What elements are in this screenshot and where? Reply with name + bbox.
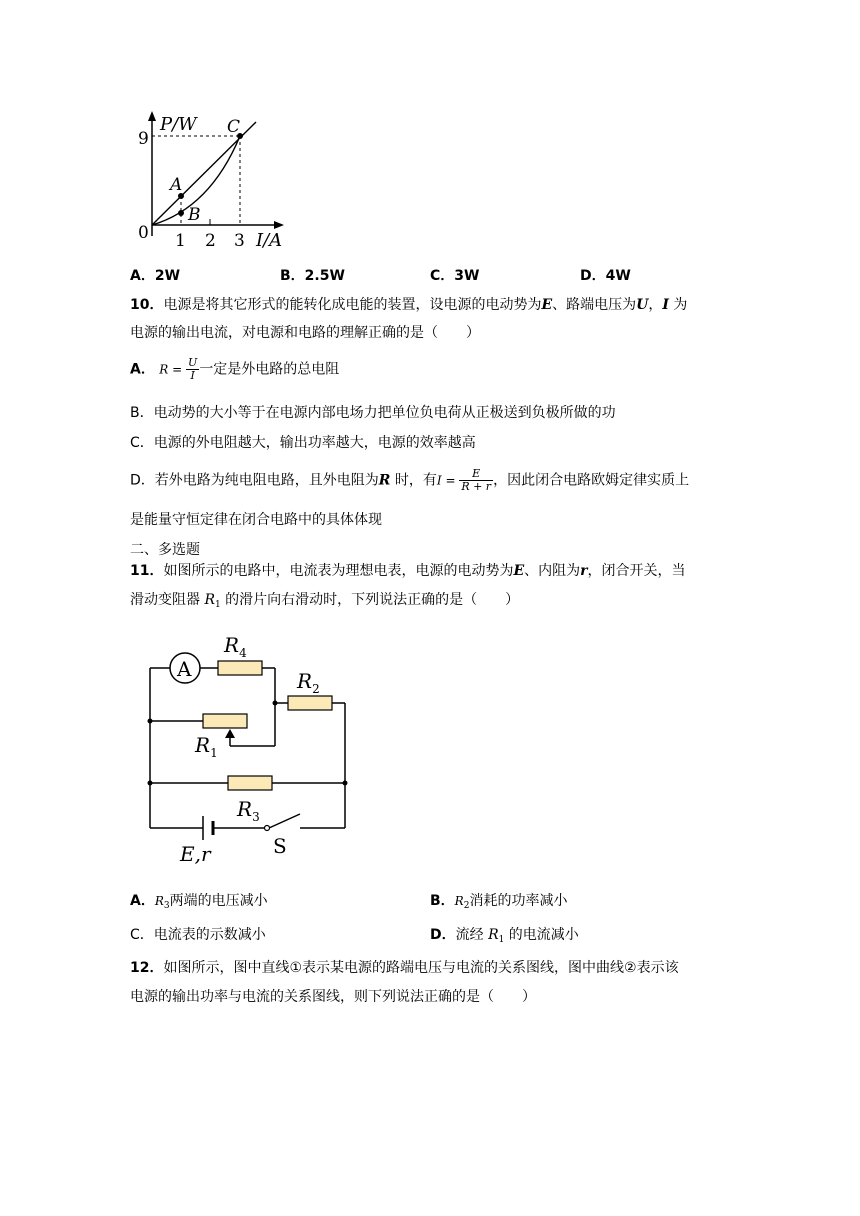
q10-option-a-lhs: R — [159, 362, 169, 377]
q10-option-a-letter: A． — [130, 361, 155, 378]
resistor-r2 — [288, 696, 332, 710]
label-r4: $R_4$ — [224, 633, 247, 660]
q10-number: 10． — [130, 297, 164, 313]
label-b: B — [188, 205, 201, 225]
q11-option-d-text: 的电流减小 — [504, 927, 579, 943]
x-axis-arrow — [274, 221, 284, 229]
label-r2: $R_2$ — [297, 669, 320, 696]
label-c: C — [227, 117, 241, 137]
q11-line2 — [130, 590, 519, 615]
ammeter-label: A — [177, 657, 192, 681]
q10-option-d-line2: 是能量守恒定律在闭合电路中的具体体现 — [130, 512, 382, 528]
q9-option-d-letter: D． — [580, 268, 606, 284]
label-source: E,r — [180, 842, 211, 866]
junction-dot — [148, 719, 153, 724]
q10-option-b: B．电动势的大小等于在电源内部电场力把单位负电荷从正极送到负极所做的功 — [130, 405, 616, 421]
junction-dot — [148, 781, 153, 786]
q11-var-r: r — [580, 563, 588, 579]
power-current-graph — [130, 108, 300, 253]
q10-line1-text: 电源是将其它形式的能转化成电能的装置，设电源的电动势为 — [163, 297, 542, 313]
label-r1: $R_1$ — [195, 733, 218, 760]
q10-option-d-num: E — [459, 468, 493, 481]
slider-arrow-icon — [225, 729, 235, 738]
q11-var-r1-sub: 1 — [215, 600, 221, 610]
q10-option-a-text: 一定是外电路的总电阻 — [199, 361, 340, 378]
q11-option-a-letter: A． — [130, 893, 155, 909]
x-axis-label: I/A — [256, 230, 283, 251]
q11-line2-b: 的滑片向右滑动时，下列说法正确的是（ ） — [220, 592, 520, 608]
label-switch: S — [273, 834, 287, 858]
q11-option-a-var: R — [154, 894, 164, 908]
q10-option-c: C．电源的外电阻越大，输出功率越大，电源的效率越高 — [130, 435, 476, 451]
q10-option-d-lhs: I — [436, 473, 442, 488]
q11-option-d-letter: D． — [430, 927, 456, 943]
q10-option-d-den: R + r — [461, 480, 492, 493]
q9-option-c-letter: C． — [430, 268, 455, 284]
q11-line2-a: 滑动变阻器 — [130, 592, 205, 608]
y-axis-arrow — [148, 111, 156, 121]
q11-line1-b: 、内阻为 — [524, 563, 581, 579]
q10-end1: 为 — [668, 297, 688, 313]
q11-option-b-var: R — [454, 894, 464, 908]
q10-var-i: I — [662, 297, 669, 313]
q10-option-d-mid: 时，有 — [390, 472, 437, 489]
q11-option-a-sub: 3 — [163, 901, 170, 911]
q10-comma: ， — [648, 297, 663, 313]
q12-line1 — [130, 958, 679, 978]
q11-option-a — [130, 891, 268, 916]
q11-option-b-sub: 2 — [463, 901, 470, 911]
q11-option-d-var: R — [488, 927, 499, 943]
origin-label: 0 — [138, 223, 149, 243]
label-a: A — [170, 175, 183, 195]
q10-option-d-var-r: R — [378, 472, 391, 489]
point-b — [178, 210, 184, 216]
q10-option-d-post: ，因此闭合电路欧姆定律实质上 — [493, 472, 690, 489]
q10-var-e: E — [541, 297, 553, 313]
q10-option-a-eq: = — [168, 362, 187, 377]
q10-option-a — [130, 357, 339, 382]
q10-option-d-fraction — [459, 468, 493, 493]
q9-option-a-letter: A． — [130, 268, 155, 284]
q9-option-c — [430, 266, 479, 286]
q11-line1-a: 如图所示的电路中，电流表为理想电表，电源的电动势为 — [163, 563, 514, 579]
q10-option-d-pre: D．若外电路为纯电阻电路，且外电阻为 — [130, 472, 379, 489]
q9-option-b-text: 2.5W — [304, 268, 345, 284]
junction-dot — [343, 781, 348, 786]
y-axis-label: P/W — [160, 114, 197, 135]
section-title: 二、多选题 — [130, 542, 200, 558]
q10-mid1: 、路端电压为 — [552, 297, 637, 313]
q10-var-u: U — [636, 297, 649, 313]
q10-line2: 电源的输出电流，对电源和电路的理解正确的是（ ） — [130, 325, 480, 341]
q9-option-c-text: 3W — [454, 268, 480, 284]
q11-var-r1: R — [204, 592, 215, 608]
q11-number: 11． — [130, 563, 164, 579]
q10-option-a-fraction — [186, 357, 199, 382]
label-r3: $R_3$ — [237, 797, 260, 824]
q9-option-d-text: 4W — [605, 268, 631, 284]
q9-option-b-letter: B． — [280, 268, 305, 284]
switch-contact — [265, 826, 270, 831]
q11-var-e: E — [513, 563, 525, 579]
circuit-diagram — [140, 628, 360, 868]
resistor-r1 — [203, 714, 247, 728]
q9-option-a-text: 2W — [154, 268, 181, 284]
q12-number: 12． — [130, 960, 164, 976]
q9-option-d — [580, 266, 631, 286]
q10-option-a-num: U — [188, 356, 198, 369]
q9-option-b — [280, 266, 345, 286]
q10-option-d-eq: = — [441, 473, 460, 488]
q10-line1 — [130, 295, 687, 315]
q11-option-d-sub: 1 — [498, 935, 505, 945]
q11-option-b-letter: B． — [430, 893, 455, 909]
x-tick-2: 2 — [205, 231, 216, 251]
q10-option-d — [130, 468, 689, 493]
q11-option-d — [430, 925, 579, 950]
q10-option-a-den: I — [190, 369, 195, 382]
q11-option-c: C．电流表的示数减小 — [130, 927, 266, 943]
switch-blade — [269, 814, 300, 828]
junction-dot — [273, 701, 278, 706]
q11-option-d-pre: 流经 — [455, 927, 489, 943]
q11-line1-c: ，闭合开关，当 — [587, 563, 686, 579]
q12-line1-text: 如图所示，图中直线①表示某电源的路端电压与电流的关系图线，图中曲线②表示该 — [163, 960, 679, 976]
q11-option-a-text: 两端的电压减小 — [169, 893, 268, 909]
q11-option-b — [430, 891, 567, 916]
q12-line2: 电源的输出功率与电流的关系图线，则下列说法正确的是（ ） — [130, 989, 536, 1005]
q11-line1 — [130, 561, 686, 581]
y-tick-9: 9 — [138, 129, 149, 149]
resistor-r4 — [218, 661, 262, 675]
resistor-r3 — [228, 776, 272, 790]
x-tick-1: 1 — [175, 231, 186, 251]
x-tick-3: 3 — [234, 231, 245, 251]
q11-option-b-text: 消耗的功率减小 — [469, 893, 568, 909]
q9-option-a — [130, 266, 180, 286]
